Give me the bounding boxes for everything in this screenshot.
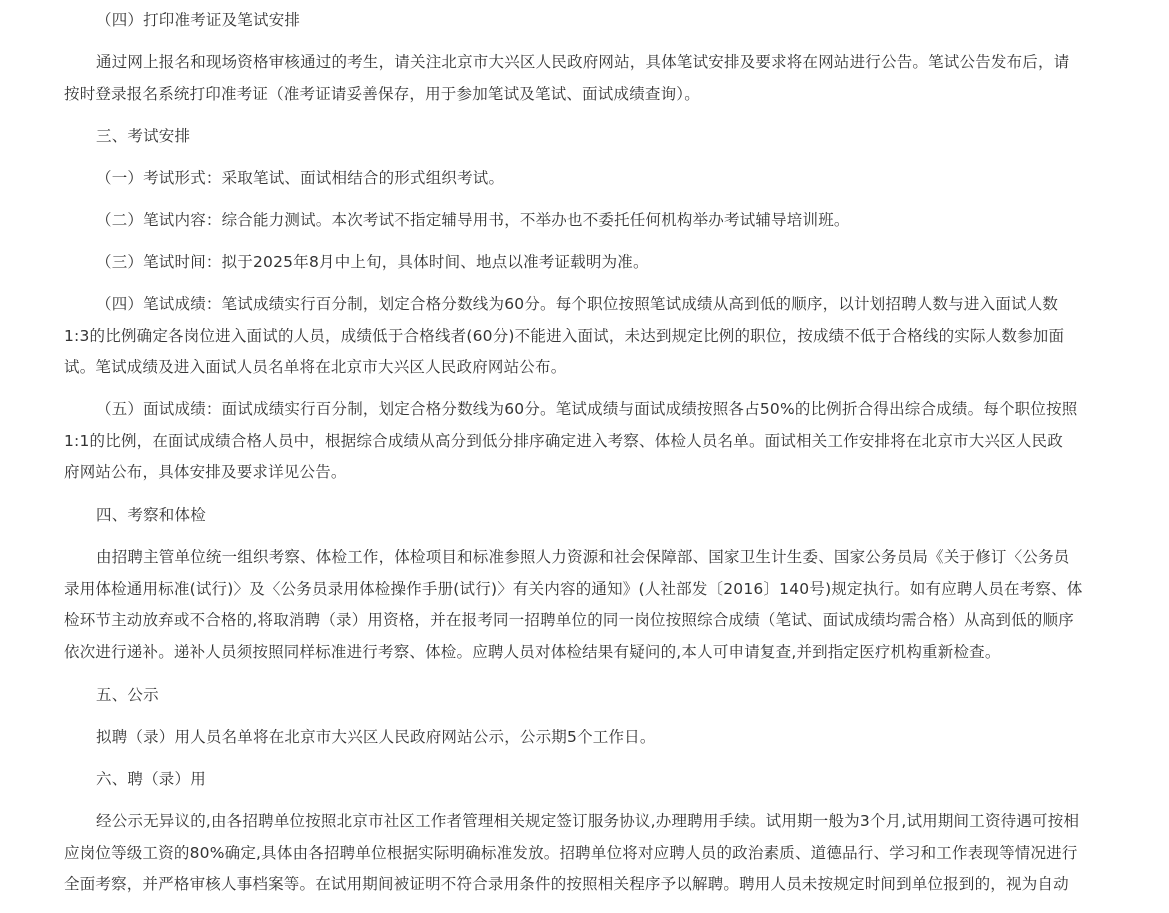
paragraph-line: （五）面试成绩：面试成绩实行百分制，划定合格分数线为60分。笔试成绩与面试成绩按照各占50%的比例折合得出综合成绩。每个职位按照 — [96, 400, 1078, 418]
section-heading — [64, 121, 1104, 153]
section-heading — [64, 500, 1104, 532]
paragraph-line: 录用体检通用标准(试行)〉及〈公务员录用体检操作手册(试行)〉有关内容的通知》(人社部发〔2016〕140号)规定执行。如有应聘人员在考察、体 — [64, 579, 1083, 598]
paragraph — [64, 806, 1104, 901]
paragraph-line: （四）笔试成绩：笔试成绩实行百分制，划定合格分数线为60分。每个职位按照笔试成绩从高到低的顺序，以计划招聘人数与进入面试人数 — [96, 295, 1059, 313]
paragraph-line: 通过网上报名和现场资格审核通过的考生，请关注北京市大兴区人民政府网站，具体笔试安排及要求将在网站进行公告。笔试公告发布后，请 — [96, 53, 1070, 71]
section-heading — [64, 764, 1104, 796]
paragraph-line: 三、考试安排 — [96, 127, 191, 145]
section-heading — [64, 5, 1104, 37]
paragraph-line: （四）打印准考证及笔试安排 — [96, 11, 301, 29]
paragraph-line: 试。笔试成绩及进入面试人员名单将在北京市大兴区人民政府网站公布。 — [64, 358, 567, 376]
paragraph — [64, 542, 1104, 668]
paragraph — [64, 205, 1104, 237]
paragraph-line: 五、公示 — [96, 686, 159, 704]
paragraph-line: 全面考察，并严格审核人事档案等。在试用期间被证明不符合录用条件的按照相关程序予以解聘。聘用人员未按规定时间到单位报到的，视为自动 — [64, 875, 1069, 893]
paragraph-line: 检环节主动放弃或不合格的,将取消聘（录）用资格，并在报考同一招聘单位的同一岗位按照综合成绩（笔试、面试成绩均需合格）从高到低的顺序 — [64, 611, 1074, 629]
paragraph-line: 1:3的比例确定各岗位进入面试的人员，成绩低于合格线者(60分)不能进入面试，未达到规定比例的职位，按成绩不低于合格线的实际人数参加面 — [64, 326, 1065, 345]
paragraph-line: 拟聘（录）用人员名单将在北京市大兴区人民政府网站公示，公示期5个工作日。 — [96, 728, 656, 746]
paragraph — [64, 289, 1104, 384]
paragraph — [64, 722, 1104, 754]
paragraph-line: 经公示无异议的,由各招聘单位按照北京市社区工作者管理相关规定签订服务协议,办理聘用手续。试用期一般为3个月,试用期间工资待遇可按相 — [96, 812, 1080, 830]
paragraph-line: 四、考察和体检 — [96, 506, 206, 524]
paragraph-line: （三）笔试时间：拟于2025年8月中上旬，具体时间、地点以准考证载明为准。 — [96, 253, 649, 271]
paragraph-line: 依次进行递补。递补人员须按照同样标准进行考察、体检。应聘人员对体检结果有疑问的,本人可申请复查,并到指定医疗机构重新检查。 — [64, 642, 1001, 661]
paragraph-line: 应岗位等级工资的80%确定,具体由各招聘单位根据实际明确标准发放。招聘单位将对应聘人员的政治素质、道德品行、学习和工作表现等情况进行 — [64, 843, 1078, 862]
paragraph-line: 府网站公布，具体安排及要求详见公告。 — [64, 463, 347, 481]
section-heading — [64, 680, 1104, 712]
paragraph — [64, 394, 1104, 489]
paragraph-line: 由招聘主管单位统一组织考察、体检工作，体检项目和标准参照人力资源和社会保障部、国家卫生计生委、国家公务员局《关于修订〈公务员 — [96, 548, 1070, 566]
paragraph-line: （二）笔试内容：综合能力测试。本次考试不指定辅导用书，不举办也不委托任何机构举办考试辅导培训班。 — [96, 211, 850, 229]
paragraph — [64, 247, 1104, 279]
paragraph-line: 1:1的比例，在面试成绩合格人员中，根据综合成绩从高分到低分排序确定进入考察、体检人员名单。面试相关工作安排将在北京市大兴区人民政 — [64, 431, 1063, 450]
paragraph — [64, 47, 1104, 110]
paragraph-line: 六、聘（录）用 — [96, 770, 206, 788]
paragraph — [64, 163, 1104, 195]
paragraph-line: 按时登录报名系统打印准考证（准考证请妥善保存，用于参加笔试及笔试、面试成绩查询）。 — [64, 84, 700, 103]
paragraph-line: （一）考试形式：采取笔试、面试相结合的形式组织考试。 — [96, 169, 505, 187]
